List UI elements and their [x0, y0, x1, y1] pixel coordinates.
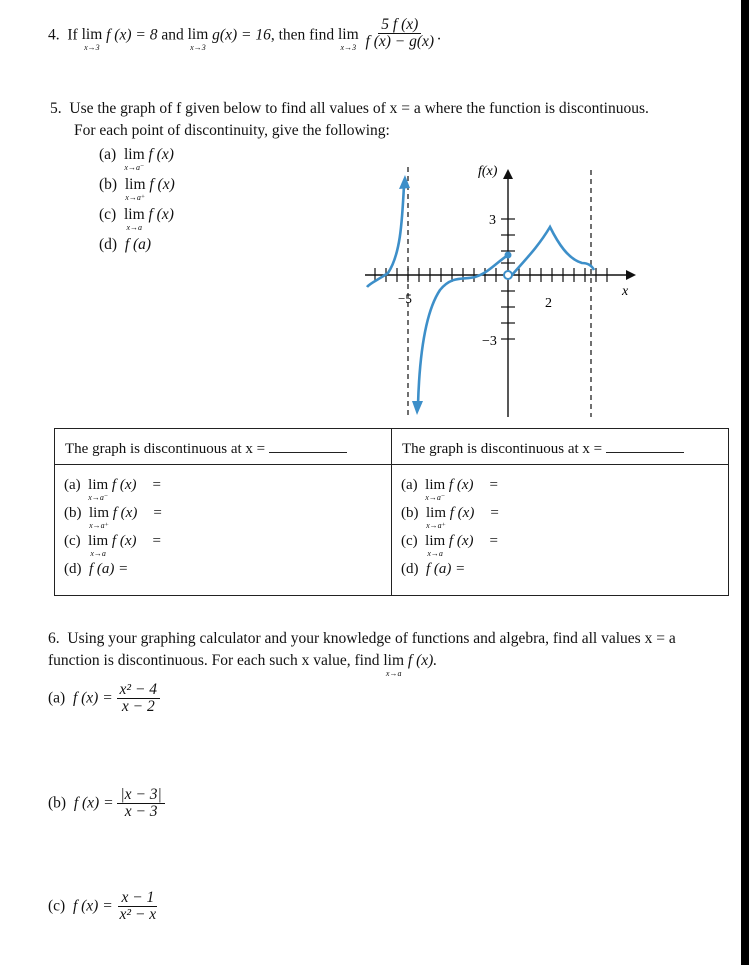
answer-column-right: [392, 465, 729, 596]
curve-right-branch: [512, 227, 594, 275]
tick-label-3: 3: [489, 213, 496, 228]
q6-part-b: [48, 787, 165, 821]
row-expression: f (x): [448, 533, 474, 549]
q6-prompt: Using your graphing calculator and your knowledge of functions and algebra, find all values x = a: [67, 630, 676, 647]
row-expression: f (x): [111, 477, 137, 493]
q4-limit-1: [81, 26, 103, 52]
answer-table: [54, 428, 729, 596]
lim-word: lim: [425, 533, 446, 549]
question-4: [48, 16, 441, 59]
equals-sign: =: [489, 533, 498, 549]
lim-subscript: x→a⁺: [426, 521, 446, 530]
limit: [88, 477, 109, 502]
q5-prompt: Use the graph of f given below to find all values of x = a where the function is discontinuous.: [69, 100, 649, 117]
lim-subscript: x→3: [190, 42, 206, 52]
q5-item-d: [99, 236, 151, 254]
equals-sign: =: [153, 505, 162, 521]
fraction-denominator: x − 3: [124, 803, 158, 821]
q6-part-c: [48, 890, 159, 924]
q4-period: .: [437, 26, 441, 44]
answer-row-a[interactable]: [64, 475, 391, 503]
function-lhs: f (x) =: [72, 897, 113, 915]
limit: [124, 176, 146, 202]
lim-word: lim: [124, 176, 146, 193]
lim-word: lim: [81, 26, 103, 44]
row-label: (b): [64, 505, 82, 521]
lim-subscript: x→a: [427, 549, 443, 558]
fraction-numerator: x² − 4: [117, 682, 161, 699]
item-expression: f (a): [124, 236, 152, 253]
lim-word: lim: [123, 146, 145, 163]
y-axis-label: f(x): [478, 164, 498, 179]
row-label: (a): [64, 477, 81, 493]
header-text: The graph is discontinuous at x =: [65, 441, 266, 457]
lim-subscript: x→3: [340, 42, 357, 52]
function-lhs: f (x) =: [73, 794, 114, 812]
answer-header-left: [55, 429, 392, 465]
q5-item-b: [99, 176, 175, 202]
fraction-numerator: 5 f (x): [378, 17, 421, 34]
part-label: (c): [48, 897, 66, 915]
header-text: The graph is discontinuous at x =: [402, 441, 603, 457]
q6-prompt-continued: function is discontinuous. For each such x value, find: [48, 652, 380, 669]
row-label: (a): [401, 477, 418, 493]
question-5-line-1: [50, 100, 649, 118]
part-label: (a): [48, 689, 66, 707]
question-6-line-2: [48, 652, 438, 678]
q4-target-fraction: [363, 17, 438, 51]
row-label: (c): [401, 533, 418, 549]
q6-number: 6.: [48, 630, 60, 647]
hole-point: [504, 271, 512, 279]
question-5-line-2: For each point of discontinuity, give the following:: [74, 122, 390, 139]
lim-word: lim: [89, 505, 110, 521]
q4-then: , then find: [270, 26, 335, 44]
limit: [89, 505, 110, 530]
function-graph: [360, 155, 645, 425]
answer-header-right: [392, 429, 729, 465]
row-label: (b): [401, 505, 419, 521]
lim-word: lim: [383, 652, 405, 669]
lim-subscript: x→a: [126, 222, 143, 232]
lim-subscript: x→a⁻: [124, 162, 145, 172]
fraction-numerator: |x − 3|: [117, 787, 164, 804]
fraction-denominator: x − 2: [121, 698, 155, 716]
lim-word: lim: [88, 477, 109, 493]
equals-sign: =: [489, 477, 498, 493]
curve-middle-branch: [418, 255, 508, 405]
q5-item-c: [99, 206, 174, 232]
answer-row-c[interactable]: [401, 531, 728, 559]
row-expression: f (x): [111, 533, 137, 549]
lim-subscript: x→a⁺: [89, 521, 109, 530]
lim-subscript: x→a⁺: [125, 192, 146, 202]
q4-limit-3: [337, 26, 359, 52]
q4-expr-2: g(x) = 16: [212, 26, 271, 44]
q5-number: 5.: [50, 100, 62, 117]
lim-subscript: x→a: [90, 549, 106, 558]
x-axis-arrow: [626, 270, 636, 280]
lim-word: lim: [88, 533, 109, 549]
item-label: (c): [99, 206, 117, 223]
limit: [88, 533, 109, 558]
item-expression: f (x): [148, 146, 174, 163]
curve-arrow-bottom: [412, 401, 423, 415]
row-expression: f (x): [449, 505, 475, 521]
answer-row-b[interactable]: [401, 503, 728, 531]
limit: [425, 533, 446, 558]
lim-subscript: x→a⁻: [425, 493, 446, 502]
row-label: (d): [401, 561, 419, 577]
q4-limit-2: [187, 26, 209, 52]
fraction-denominator: f (x) − g(x): [365, 33, 435, 51]
tick-label-neg-5: −5: [398, 291, 412, 306]
q4-and: and: [161, 26, 184, 44]
item-label: (b): [99, 176, 118, 193]
answer-blank[interactable]: [606, 440, 684, 453]
answer-row-d[interactable]: [401, 559, 728, 587]
answer-row-c[interactable]: [64, 531, 391, 559]
tick-label-2: 2: [545, 296, 552, 311]
lim-subscript: x→a: [385, 668, 402, 678]
row-label: (c): [64, 533, 81, 549]
answer-column-left: [55, 465, 392, 596]
fraction-numerator: x − 1: [118, 890, 157, 907]
item-expression: f (x): [149, 176, 175, 193]
item-label: (a): [99, 146, 117, 163]
lim-word: lim: [187, 26, 209, 44]
question-6-line-1: [48, 630, 676, 648]
lim-subscript: x→a⁻: [88, 493, 109, 502]
q4-expr-1: f (x) = 8: [106, 26, 158, 44]
q4-number: 4.: [48, 26, 60, 44]
row-expression: f (a) =: [89, 561, 129, 577]
answer-row-d[interactable]: [64, 559, 391, 587]
q6-part-a: [48, 682, 160, 716]
tick-label-neg-3: −3: [482, 334, 497, 349]
function-lhs: f (x) =: [72, 689, 113, 707]
item-label: (d): [99, 236, 118, 253]
lim-word: lim: [337, 26, 359, 44]
answer-blank[interactable]: [269, 440, 347, 453]
lim-subscript: x→3: [84, 42, 100, 52]
limit: [425, 477, 446, 502]
answer-row-a[interactable]: [401, 475, 728, 503]
function-fraction: [117, 682, 161, 716]
row-expression: f (a) =: [426, 561, 466, 577]
filled-point: [505, 252, 512, 259]
y-axis-arrow: [503, 169, 513, 179]
limit: [383, 652, 405, 678]
function-fraction: [117, 787, 164, 821]
limit: [123, 206, 145, 232]
row-expression: f (x): [112, 505, 138, 521]
equals-sign: =: [490, 505, 499, 521]
q5-item-a: [99, 146, 174, 172]
row-label: (d): [64, 561, 82, 577]
item-expression: f (x): [148, 206, 174, 223]
lim-word: lim: [425, 477, 446, 493]
row-expression: f (x): [448, 477, 474, 493]
lim-word: lim: [123, 206, 145, 223]
fraction-denominator: x² − x: [119, 906, 157, 924]
x-axis-label: x: [622, 284, 629, 299]
equals-sign: =: [152, 477, 161, 493]
limit-expression: f (x).: [407, 652, 438, 669]
lim-word: lim: [426, 505, 447, 521]
equals-sign: =: [152, 533, 161, 549]
function-fraction: [117, 890, 160, 924]
limit: [426, 505, 447, 530]
q4-intro: If: [67, 26, 78, 44]
limit: [123, 146, 145, 172]
part-label: (b): [48, 794, 67, 812]
answer-row-b[interactable]: [64, 503, 391, 531]
